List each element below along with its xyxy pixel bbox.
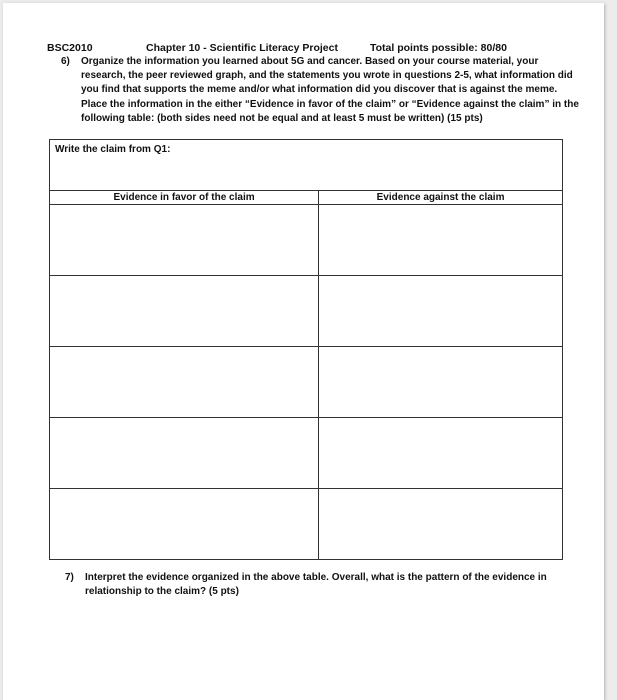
table-row xyxy=(50,489,563,560)
question-6 xyxy=(61,55,581,126)
question-7-number: 7) xyxy=(65,572,74,583)
against-cell[interactable] xyxy=(319,489,563,560)
question-6-text: Organize the information you learned about 5G and cancer. Based on your course material, your research, the peer reviewed graph, and the statements you wrote in questions 2-5, what information did you find that supports the meme and/or what information did you discover that is against the meme. Place the information in the either “Evidence in favor of the claim” or “Evidence against the claim” in the following table: (both sides need not be equal and at least 5 must be written) (15 pts) xyxy=(81,56,579,124)
table-row xyxy=(50,205,563,276)
column-header-against: Evidence against the claim xyxy=(319,191,563,205)
evidence-table xyxy=(49,139,563,560)
column-header-favor: Evidence in favor of the claim xyxy=(50,191,319,205)
favor-cell[interactable] xyxy=(50,418,319,489)
against-cell[interactable] xyxy=(319,205,563,276)
table-row xyxy=(50,418,563,489)
total-points: Total points possible: 80/80 xyxy=(370,42,507,54)
against-cell[interactable] xyxy=(319,276,563,347)
course-code: BSC2010 xyxy=(47,42,93,54)
favor-cell[interactable] xyxy=(50,347,319,418)
against-cell[interactable] xyxy=(319,347,563,418)
table-row xyxy=(50,276,563,347)
table-row xyxy=(50,347,563,418)
against-cell[interactable] xyxy=(319,418,563,489)
question-6-number: 6) xyxy=(61,56,70,67)
claim-label: Write the claim from Q1: xyxy=(55,144,171,155)
favor-cell[interactable] xyxy=(50,276,319,347)
chapter-title: Chapter 10 - Scientific Literacy Project xyxy=(146,42,338,54)
question-7-text: Interpret the evidence organized in the above table. Overall, what is the pattern of the evidence in relationship to the claim? (5 pts) xyxy=(85,572,547,598)
question-7 xyxy=(65,571,565,599)
favor-cell[interactable] xyxy=(50,205,319,276)
claim-cell[interactable] xyxy=(50,140,563,191)
favor-cell[interactable] xyxy=(50,489,319,560)
document-page xyxy=(3,3,604,700)
